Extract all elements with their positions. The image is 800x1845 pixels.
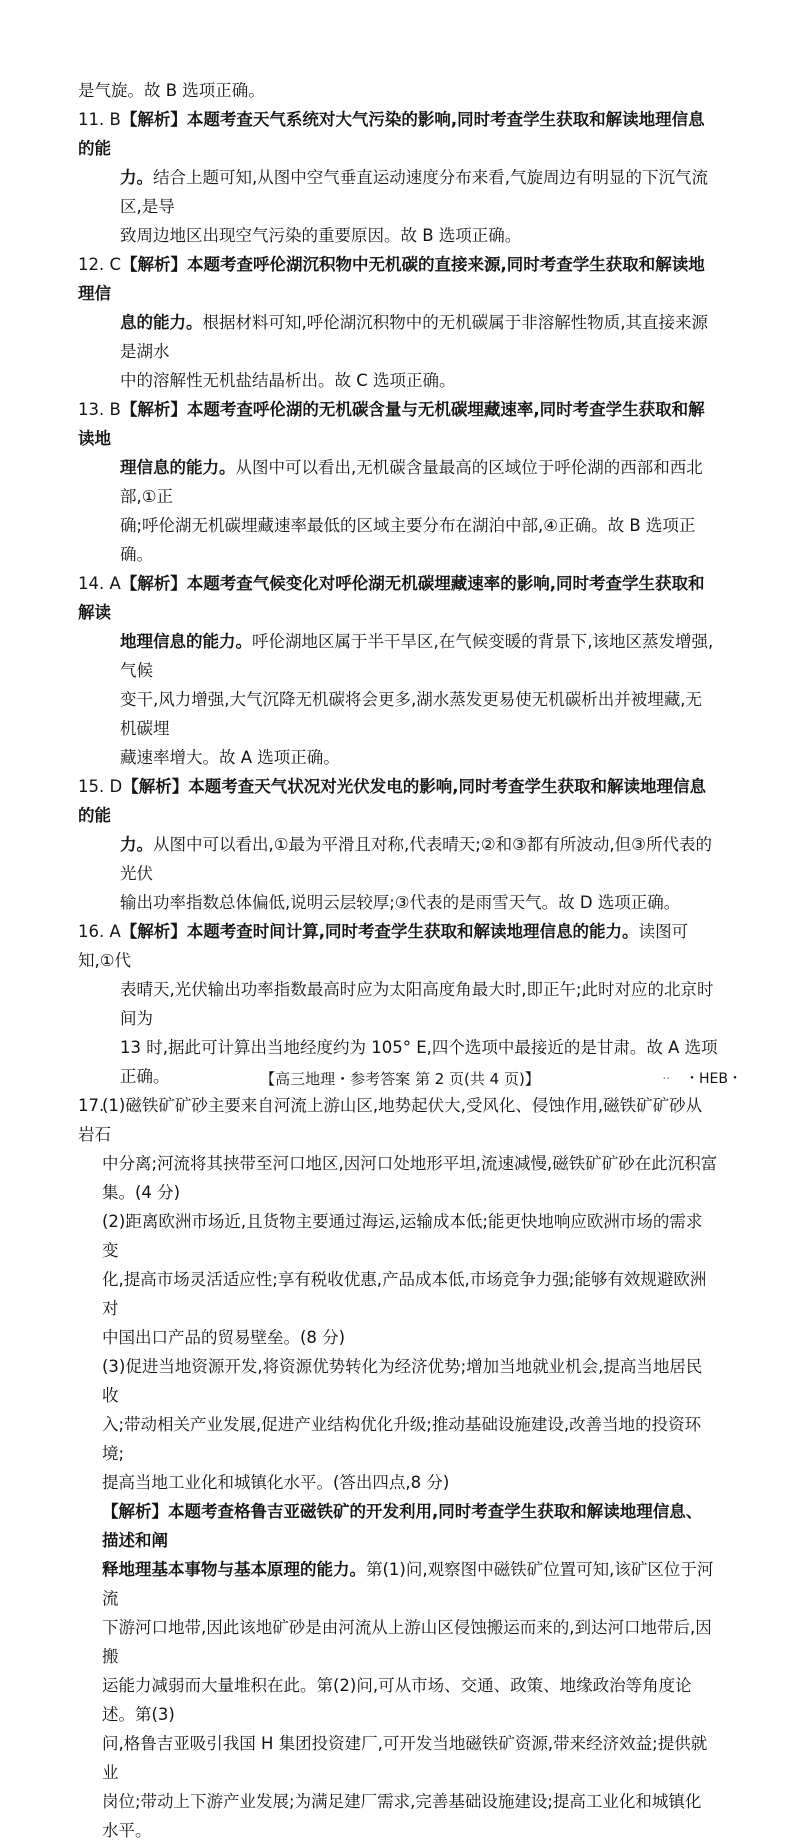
q11-heading-end: 力。 [120, 168, 153, 187]
q15-number: 15. D [78, 777, 123, 796]
q17-analysis-line4: 运能力减弱而大量堆积在此。第(2)问,可从市场、交通、政策、地缘政治等角度论述。第(3) [102, 1676, 692, 1724]
q17-part1-line1: (1)磁铁矿矿砂主要来自河流上游山区,地势起伏大,受风化、侵蚀作用,磁铁矿矿砂从岩石 [78, 1096, 703, 1144]
question-17 [78, 1091, 718, 1845]
q17-analysis-line3: 下游河口地带,因此该地矿砂是由河流从上游山区侵蚀搬运而来的,到达河口地带后,因搬 [102, 1618, 712, 1666]
q17-part2-line3: 中国出口产品的贸易壁垒。(8 分) [102, 1328, 346, 1347]
q12-analysis-heading: 【解析】本题考查呼伦湖沉积物中无机碳的直接来源,同时考查学生获取和解读地理信 [78, 255, 705, 303]
q17-part2-line1: (2)距离欧洲市场近,且货物主要通过海运,运输成本低;能更快地响应欧洲市场的需求变 [102, 1212, 703, 1260]
q14-analysis-heading: 【解析】本题考查气候变化对呼伦湖无机碳埋藏速率的影响,同时考查学生获取和解读 [78, 574, 705, 622]
page-content [78, 76, 718, 1845]
q17-analysis-line6: 岗位;带动上下游产业发展;为满足建厂需求,完善基础设施建设;提高工业化和城镇化 [102, 1792, 702, 1811]
question-16 [78, 917, 718, 1091]
q17-analysis-line5: 问,格鲁吉亚吸引我国 H 集团投资建厂,可开发当地磁铁矿资源,带来经济效益;提供就业 [102, 1734, 708, 1782]
q12-number: 12. C [78, 255, 122, 274]
q17-part3-line2: 入;带动相关产业发展,促进产业结构优化升级;推动基础设施建设,改善当地的投资环境; [102, 1415, 702, 1463]
footer-page-info: 【高三地理・参考答案 第 2 页(共 4 页)】 [260, 1070, 540, 1088]
page-footer [0, 1068, 800, 1089]
q17-analysis-heading: 【解析】本题考查格鲁吉亚磁铁矿的开发利用,同时考查学生获取和解读地理信息、描述和阐 [102, 1502, 703, 1550]
q14-heading-end: 地理信息的能力。 [120, 632, 252, 651]
q13-number: 13. B [78, 400, 121, 419]
q15-line3: 输出功率指数总体偏低,说明云层较厚;③代表的是雨雪天气。故 D 选项正确。 [120, 893, 681, 912]
q12-line3: 中的溶解性无机盐结晶析出。故 C 选项正确。 [120, 371, 456, 390]
q17-analysis-line7: 水平。 [102, 1821, 152, 1840]
q17-part3-line1: (3)促进当地资源开发,将资源优势转化为经济优势;增加当地就业机会,提高当地居民收 [102, 1357, 703, 1405]
question-13 [78, 395, 718, 569]
footer-dots: .. [662, 1068, 670, 1082]
q14-line4: 藏速率增大。故 A 选项正确。 [120, 748, 340, 767]
q14-line2: 呼伦湖地区属于半干旱区,在气候变暖的背景下,该地区蒸发增强,气候 [120, 632, 714, 680]
q17-part1-line2: 中分离;河流将其挟带至河口地区,因河口处地形平坦,流速减慢,磁铁矿矿砂在此沉积富 [102, 1154, 718, 1173]
q15-heading-end: 力。 [120, 835, 153, 854]
q15-analysis-heading: 【解析】本题考查天气状况对光伏发电的影响,同时考查学生获取和解读地理信息的能 [78, 777, 706, 825]
q17-analysis-line2: 第(1)问,观察图中磁铁矿位置可知,该矿区位于河流 [102, 1560, 714, 1608]
footer-code: ・HEB・ [685, 1071, 742, 1087]
q11-analysis-heading: 【解析】本题考查天气系统对大气污染的影响,同时考查学生获取和解读地理信息的能 [78, 110, 705, 158]
q11-line2: 结合上题可知,从图中空气垂直运动速度分布来看,气旋周边有明显的下沉气流区,是导 [120, 168, 708, 216]
q17-analysis-heading-end: 释地理基本事物与基本原理的能力。 [102, 1560, 366, 1579]
q13-line3: 确;呼伦湖无机碳埋藏速率最低的区域主要分布在湖泊中部,④正确。故 B 选项正确。 [120, 516, 696, 564]
q13-line2: 从图中可以看出,无机碳含量最高的区域位于呼伦湖的西部和西北部,①正 [120, 458, 703, 506]
question-14 [78, 569, 718, 772]
q14-line3: 变干,风力增强,大气沉降无机碳将会更多,湖水蒸发更易使无机碳析出并被埋藏,无机碳埋 [120, 690, 702, 738]
q16-line1-tail: 读图可知,①代 [78, 922, 689, 970]
question-11 [78, 105, 718, 250]
q17-part2-line2: 化,提高市场灵活适应性;享有税收优惠,产品成本低,市场竞争力强;能够有效规避欧洲对 [102, 1270, 707, 1318]
q17-part1-line3: 集。(4 分) [102, 1183, 181, 1202]
q12-line2: 根据材料可知,呼伦湖沉积物中的无机碳属于非溶解性物质,其直接来源是湖水 [120, 313, 708, 361]
q17-number: 17. [78, 1096, 105, 1115]
q15-line2: 从图中可以看出,①最为平滑且对称,代表晴天;②和③都有所波动,但③所代表的光伏 [120, 835, 712, 883]
q14-number: 14. A [78, 574, 121, 593]
q16-line3: 13 时,据此可计算出当地经度约为 105° E,四个选项中最接近的是甘肃。故 A 选项正确。 [120, 1038, 718, 1086]
q16-analysis-heading: 【解析】本题考查时间计算,同时考查学生获取和解读地理信息的能力。 [120, 922, 639, 941]
q11-number: 11. B [78, 110, 121, 129]
question-12 [78, 250, 718, 395]
q16-number: 16. A [78, 922, 121, 941]
q16-line2: 表晴天,光伏输出功率指数最高时应为太阳高度角最大时,即正午;此时对应的北京时间为 [120, 980, 714, 1028]
q13-heading-end: 理信息的能力。 [120, 458, 236, 477]
intro-line: 是气旋。故 B 选项正确。 [78, 81, 265, 100]
q13-analysis-heading: 【解析】本题考查呼伦湖的无机碳含量与无机碳埋藏速率,同时考查学生获取和解读地 [78, 400, 705, 448]
question-15 [78, 772, 718, 917]
q17-part3-line3: 提高当地工业化和城镇化水平。(答出四点,8 分) [102, 1473, 450, 1492]
q11-line3: 致周边地区出现空气污染的重要原因。故 B 选项正确。 [120, 226, 522, 245]
q12-heading-end: 息的能力。 [120, 313, 203, 332]
